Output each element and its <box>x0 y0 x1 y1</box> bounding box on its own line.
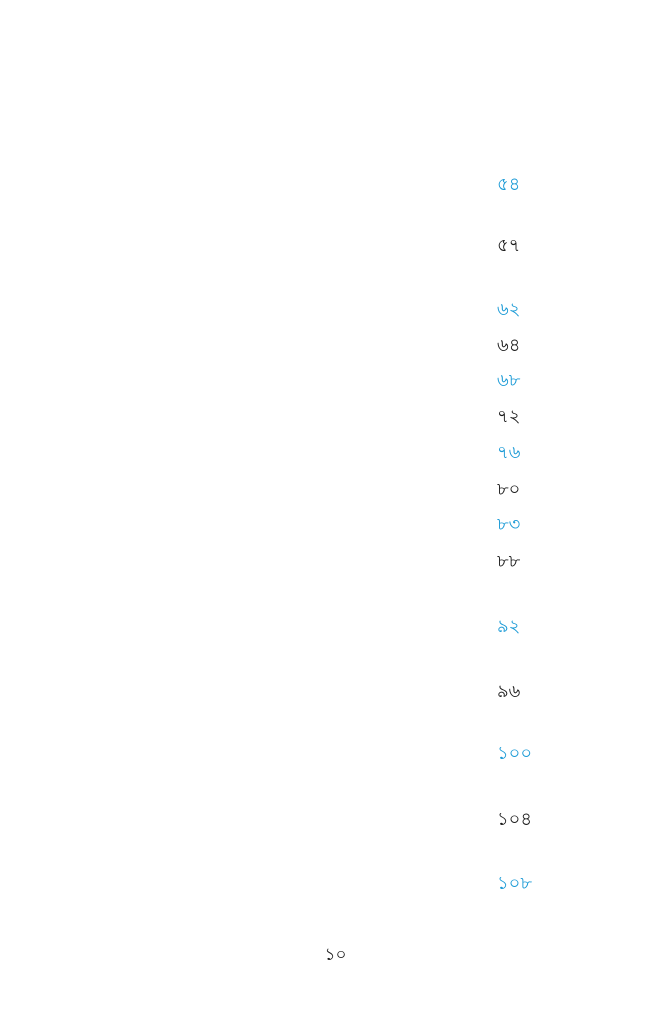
toc-entry-page-number: ৭৬ <box>497 442 521 463</box>
toc-entry-page-number: ৯৬ <box>497 681 521 702</box>
toc-entry-page-number: ৭২ <box>497 406 521 427</box>
page-number-footer: ১০ <box>324 945 347 965</box>
toc-entry-page-number: ৬৪ <box>497 335 521 356</box>
toc-entry-page-number: ১০৪ <box>497 809 533 830</box>
toc-entry-page-number: ৬৮ <box>497 370 521 391</box>
toc-entry-page-number: ৫৪ <box>497 174 521 195</box>
toc-entry-page-number: ৮০ <box>497 479 521 500</box>
toc-entry-page-number: ৫৭ <box>497 235 521 256</box>
toc-entry-page-number: ৮৩ <box>497 514 521 535</box>
toc-entry-page-number: ১০৮ <box>497 873 533 894</box>
toc-entry-page-number: ১০০ <box>497 743 533 764</box>
toc-entry-page-number: ৯২ <box>497 616 521 637</box>
toc-entry-page-number: ৬২ <box>497 299 521 320</box>
toc-entry-page-number: ৮৮ <box>497 551 521 572</box>
